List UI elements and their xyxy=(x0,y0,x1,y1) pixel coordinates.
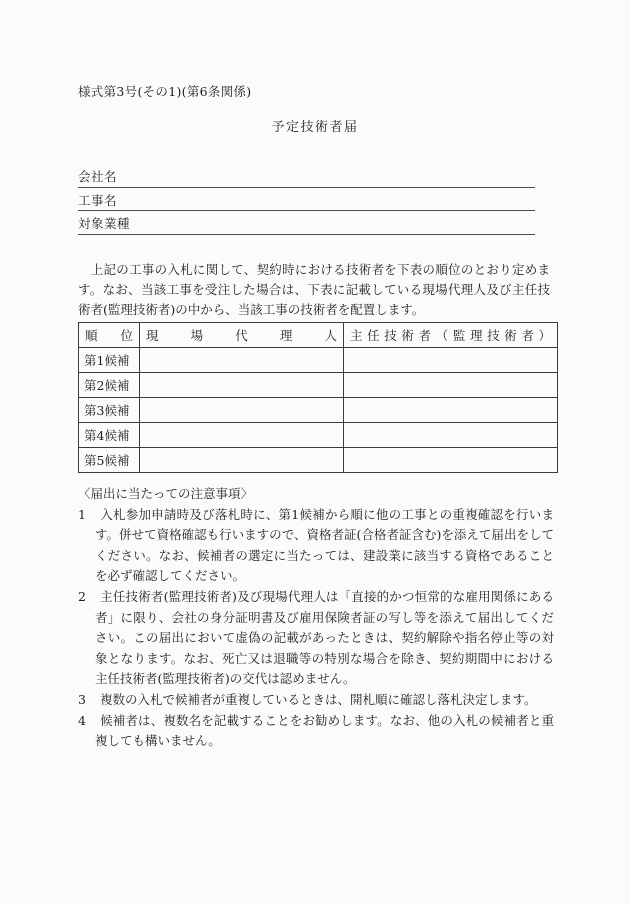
notes-section xyxy=(78,484,554,752)
note-item xyxy=(78,711,554,752)
note-item xyxy=(78,587,554,690)
form-number-label: 様式第3号(その1)(第6条関係) xyxy=(78,84,252,99)
note-text: 候補者は、複数名を記載することをお勧めします。なお、他の入札の候補者と重複しても構いません。 xyxy=(95,712,554,749)
rank-cell: 第4候補 xyxy=(79,423,140,448)
note-item xyxy=(78,505,554,587)
document-title: 予定技術者届 xyxy=(271,120,359,135)
construction-name-label: 工事名 xyxy=(78,192,118,208)
construction-name-input-area[interactable] xyxy=(117,188,535,211)
table-row xyxy=(79,373,558,398)
table-row xyxy=(79,448,558,473)
intro-paragraph: 上記の工事の入札に関して、契約時における技術者を下表の順位のとおり定めます。なお、当該工事を受注した場合は、下表に記載している現場代理人及び主任技術者(監理技術者)の中から、当該工事の技術者を配置します。 xyxy=(78,262,550,317)
target-industry-input-area[interactable] xyxy=(130,211,535,234)
site-agent-header: 現場代理人 xyxy=(140,323,344,348)
site-agent-cell[interactable] xyxy=(140,448,344,473)
site-agent-cell[interactable] xyxy=(140,348,344,373)
chief-engineer-cell[interactable] xyxy=(344,348,558,373)
note-text: 入札参加申請時及び落札時に、第1候補から順に他の工事との重複確認を行います。併せて資格確認も行いますので、資格者証(合格者証含む)を添えて届出をしてください。なお、候補者の選定に当たっては、建設業に該当する資格であることを必ず確認してください。 xyxy=(95,506,554,584)
site-agent-cell[interactable] xyxy=(140,423,344,448)
chief-engineer-cell[interactable] xyxy=(344,448,558,473)
note-text: 複数の入札で候補者が重複しているときは、開札順に確認し落札決定します。 xyxy=(100,691,537,707)
company-name-row xyxy=(78,164,535,188)
chief-engineer-cell[interactable] xyxy=(344,373,558,398)
note-text: 主任技術者(監理技術者)及び現場代理人は「直接的かつ恒常的な雇用関係にある者」に限り、会社の身分証明書及び雇用保険者証の写し等を添えて届出してください。この届出において虚偽の記載があったときは、契約解除や指名停止等の対象となります。なお、死亡又は退職等の特別な場合を除き、契約期間中における主任技術者(監理技術者)の交代は認めません。 xyxy=(95,588,554,687)
chief-engineer-cell[interactable] xyxy=(344,398,558,423)
note-number: 1 xyxy=(78,506,86,522)
notes-heading: 〈届出に当たっての注意事項〉 xyxy=(78,486,254,501)
site-agent-cell[interactable] xyxy=(140,373,344,398)
note-number: 4 xyxy=(78,712,86,728)
rank-cell: 第3候補 xyxy=(79,398,140,423)
candidates-table xyxy=(78,322,558,473)
company-name-input-area[interactable] xyxy=(117,164,535,187)
construction-name-row xyxy=(78,188,535,212)
rank-cell: 第1候補 xyxy=(79,348,140,373)
chief-engineer-cell[interactable] xyxy=(344,423,558,448)
target-industry-label: 対象業種 xyxy=(78,216,131,231)
table-header-row xyxy=(79,323,558,348)
header-fields xyxy=(78,164,535,235)
rank-header: 順位 xyxy=(79,323,140,348)
table-row xyxy=(79,398,558,423)
note-number: 2 xyxy=(78,588,86,604)
company-name-label: 会社名 xyxy=(78,169,118,184)
chief-engineer-header: 主任技術者（監理技術者） xyxy=(344,323,558,348)
table-row xyxy=(79,423,558,448)
target-industry-row xyxy=(78,211,535,235)
rank-cell: 第5候補 xyxy=(79,448,140,473)
note-number: 3 xyxy=(78,691,86,707)
site-agent-cell[interactable] xyxy=(140,398,344,423)
table-row xyxy=(79,348,558,373)
rank-cell: 第2候補 xyxy=(79,373,140,398)
note-item xyxy=(78,690,554,711)
